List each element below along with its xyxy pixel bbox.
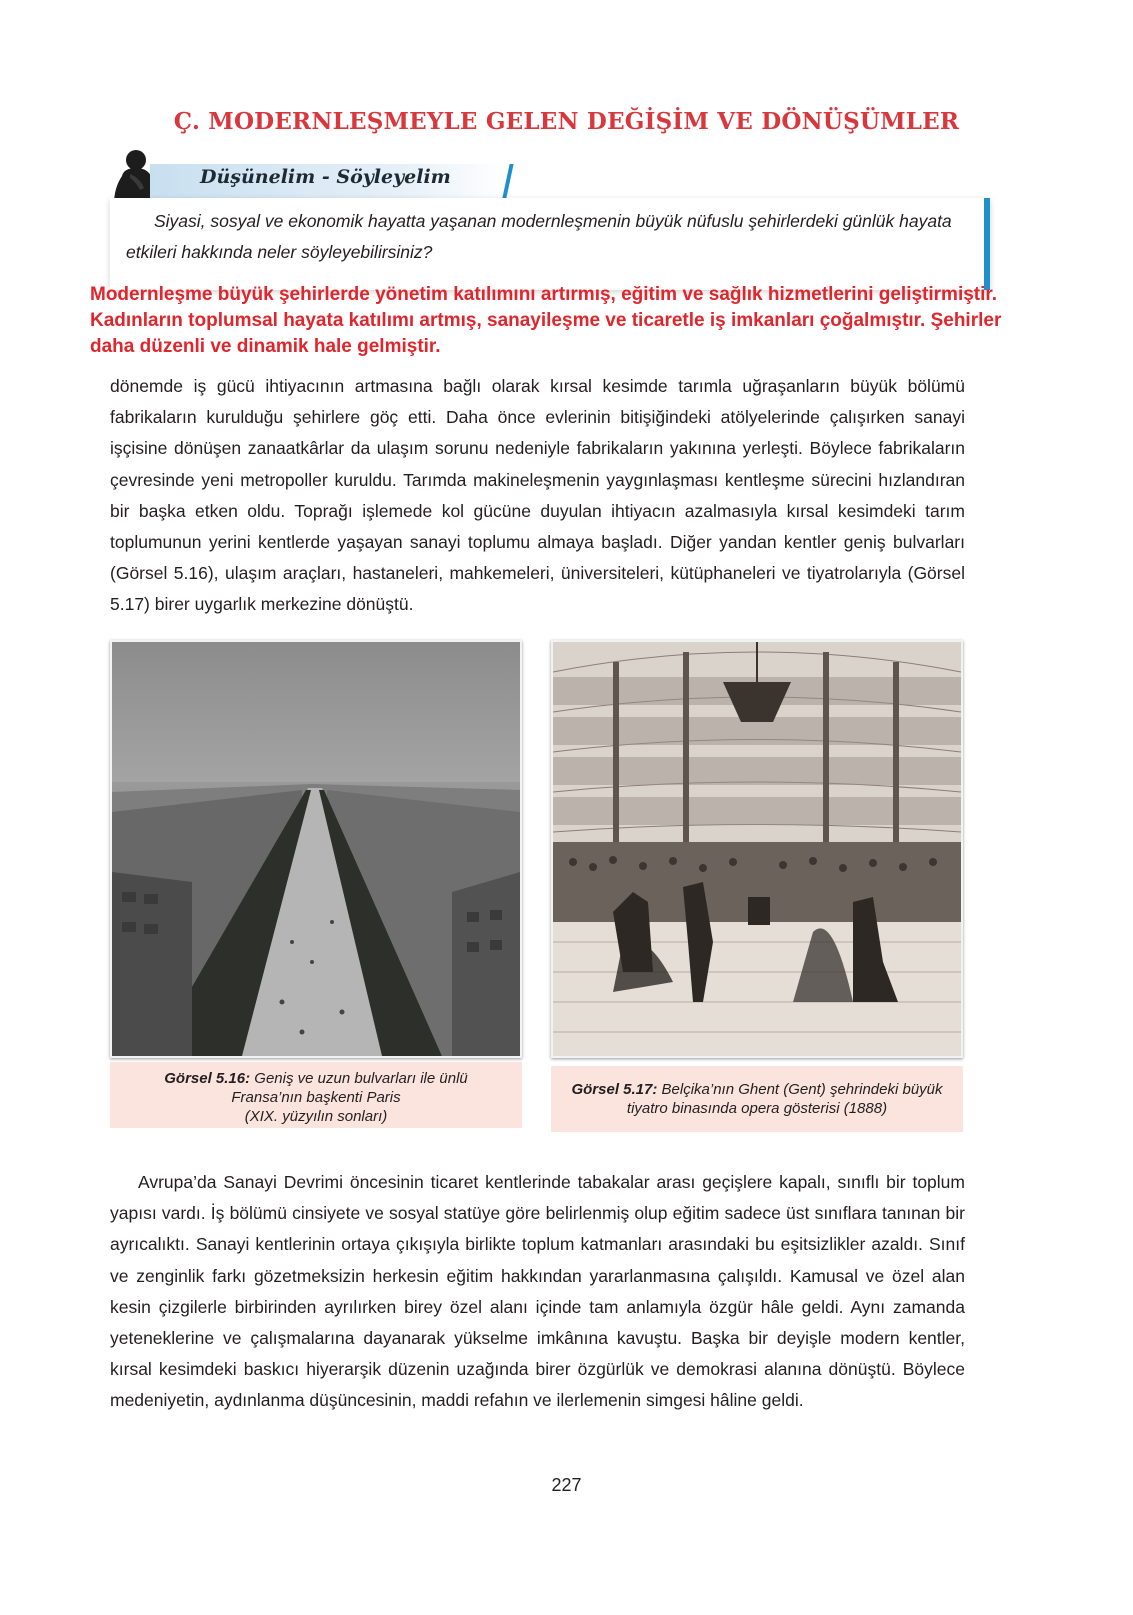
section-title: Ç. MODERNLEŞMEYLE GELEN DEĞİŞİM VE DÖNÜŞÜMLER: [173, 108, 960, 135]
caption-line: Fransa’nın başkenti Paris: [231, 1089, 401, 1106]
caption-label: Görsel 5.16:: [164, 1070, 251, 1087]
page-number: 227: [551, 1475, 582, 1495]
think-box: [110, 148, 990, 293]
answer-text: Modernleşme büyük şehirlerde yönetim katılımını artırmış, eğitim ve sağlık hizmetlerini geliştirmiştir. Kadınların toplumsal hayata katılımı artmış, sanayileşme ve ticaretle iş imkanları çoğalmıştır. Şehirler daha düzenli ve dinamik hale gelmiştir.: [90, 284, 1002, 357]
paris-boulevard-image: [112, 642, 520, 1056]
ghent-theatre-image: [553, 642, 961, 1056]
body-paragraph-2: Avrupa’da Sanayi Devrimi öncesinin ticaret kentlerinde tabakalar arası geçişlere kapalı, sınıflı bir toplum yapısı vardı. İş bölümü cinsiyete ve sosyal statüye göre belirlenmiş olup eğitim sadece üst sınıflara tanınan bir ayrıcalıktı. Sanayi kentlerinin ortaya çıkışıyla birlikte toplum katmanları arasındaki bu eşitsizlikler azaldı. Sınıf ve zenginlik farkı gözetmeksizin herkesin eğitim hakkından yararlanmasına çalışıldı. Kamusal ve özel alan kesin çizgilerle birbirinden ayrılırken birey özel alanı içinde tam anlamıyla özgür hâle geldi. Aynı zamanda yeteneklerine ve çalışmalarına dayanarak yükselme imkânına kavuştu. Başka bir deyişle modern kentler, kırsal kesimdeki baskıcı hiyerarşik düzenin uzağında birer özgürlük ve demokrasi alanına dönüştü. Böylece medeniyetin, aydınlanma düşüncesinin, maddi refahın ve ilerlemenin simgesi hâline geldi.: [110, 1172, 965, 1411]
ghent-theatre-engraving: [551, 640, 963, 1058]
question-text: Siyasi, sosyal ve ekonomik hayatta yaşanan modernleşmenin büyük nüfuslu şehirlerdeki günlük hayata etkileri hakkında neler söyleyebilirsiniz?: [126, 211, 952, 262]
body-paragraph-1: dönemde iş gücü ihtiyacının artmasına bağlı olarak kırsal kesimde tarımla uğraşanların büyük bölümü fabrikaların kurulduğu şehirlere göç etti. Daha önce evlerinin bitişiğindeki atölyelerinde çalışırken sanayi işçisine dönüşen zanaatkârlar da ulaşım sorunu nedeniyle fabrikaların yakınına yerleşti. Böylece fabrikaların çevresinde yeni metropoller kuruldu. Tarımda makineleşmenin yaygınlaşması kentleşme sürecini hızlandıran bir başka etken oldu. Toprağı işlemede kol gücüne duyulan ihtiyacın azalmasıyla kırsal kesimdeki tarım toplumunun yerini kentlerde yaşayan sanayi toplumu almaya başladı. Diğer yandan kentler geniş bulvarları (Görsel 5.16), ulaşım araçları, hastaneleri, mahkemeleri, üniversiteleri, kütüphaneleri ve tiyatrolarıyla (Görsel 5.17) birer uygarlık merkezine dönüştü.: [110, 376, 965, 615]
think-label: Düşünelim - Söyleyelim: [200, 166, 451, 188]
think-banner: [150, 164, 506, 198]
paris-boulevard-photo: [110, 640, 522, 1058]
figure-caption-ghent: [551, 1066, 963, 1132]
caption-line: Geniş ve uzun bulvarları ile ünlü: [250, 1070, 468, 1087]
figure-caption-paris: [110, 1062, 522, 1128]
caption-line: tiyatro binasında opera gösterisi (1888): [626, 1100, 888, 1117]
caption-line: (XIX. yüzyılın sonları): [244, 1108, 388, 1125]
caption-line: Belçika’nın Ghent (Gent) şehrindeki büyük: [657, 1081, 943, 1098]
question-panel: [110, 198, 990, 290]
caption-label: Görsel 5.17:: [571, 1081, 658, 1098]
